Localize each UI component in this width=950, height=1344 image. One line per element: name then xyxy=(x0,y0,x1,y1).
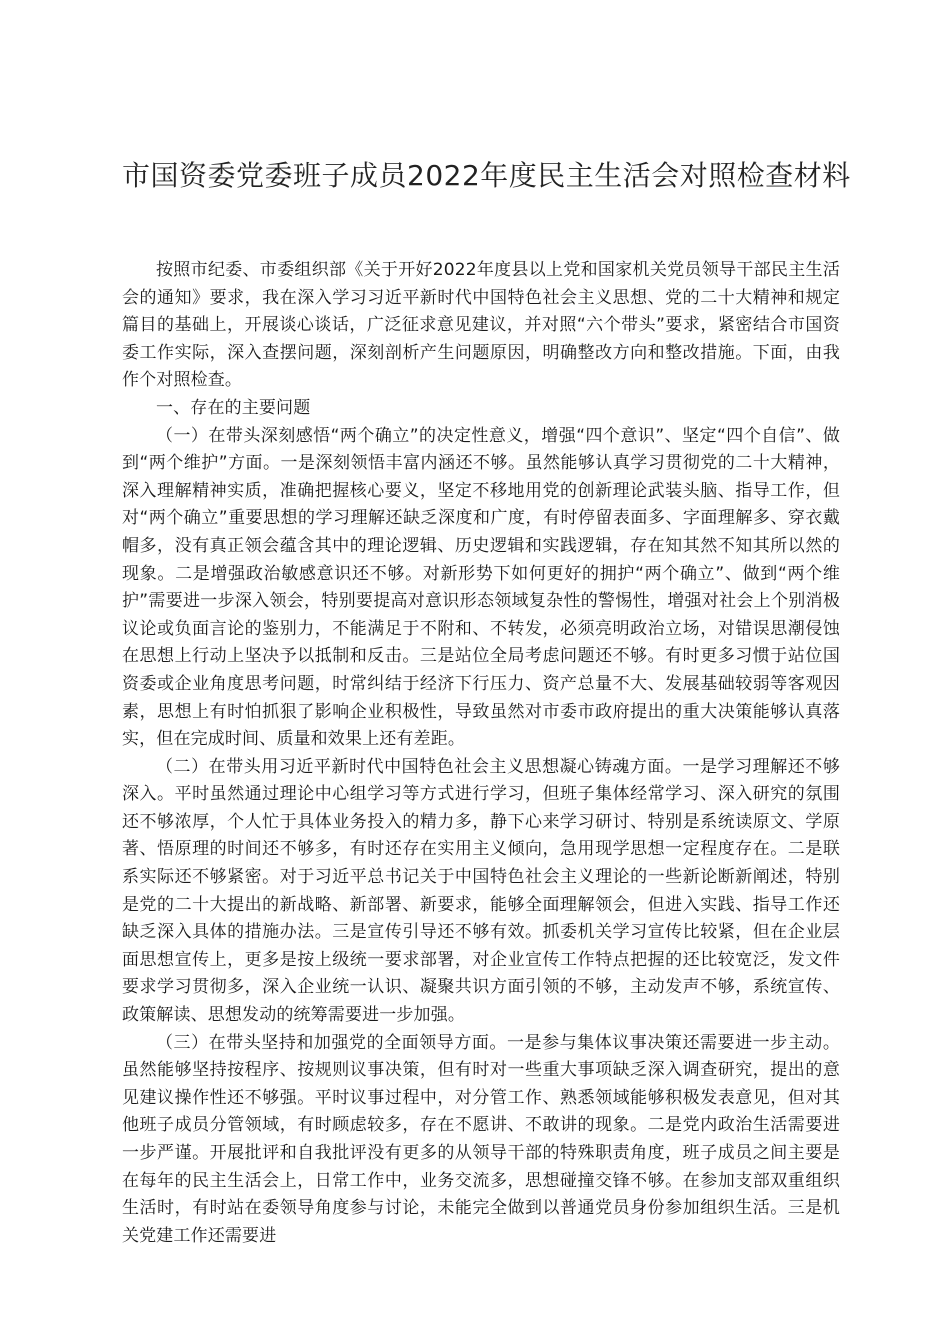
document-title: 市国资委党委班子成员2022年度民主生活会对照检查材料 xyxy=(122,159,851,192)
intro-paragraph: 按照市纪委、市委组织部《关于开好2022年度县以上党和国家机关党员领导干部民主生活会的通知》要求，我在深入学习习近平新时代中国特色社会主义思想、党的二十大精神和规定篇目的基础上，开展谈心谈话，广泛征求意见建议，并对照“六个带头”要求，紧密结合市国资委工作实际，深入查摆问题，深刻剖析产生问题原因，明确整改方向和整改措施。下面，由我作个对照检查。 xyxy=(122,260,840,391)
body-paragraph: （三）在带头坚持和加强党的全面领导方面。一是参与集体议事决策还需要进一步主动。虽然能够坚持按程序、按规则议事决策，但有时对一些重大事项缺乏深入调查研究，提出的意见建议操作性还不够强。平时议事过程中，对分管工作、熟悉领域能够积极发表意见，但对其他班子成员分管领域，有时顾虑较多，存在不愿讲、不敢讲的现象。二是党内政治生活需要进一步严谨。开展批评和自我批评没有更多的从领导干部的特殊职责角度，班子成员之间主要是在每年的民主生活会上，日常工作中，业务交流多，思想碰撞交锋不够。在参加支部双重组织生活时，有时站在委领导角度参与讨论，未能完全做到以普通党员身份参加组织生活。三是机关党建工作还需要进 xyxy=(122,1032,840,1246)
section-heading: 一、存在的主要问题 xyxy=(156,397,311,418)
document-body xyxy=(122,257,840,1250)
body-paragraph: （一）在带头深刻感悟“两个确立”的决定性意义，增强“四个意识”、坚定“四个自信”、做到“两个维护”方面。一是深刻领悟丰富内涵还不够。虽然能够认真学习贯彻党的二十大精神，深入理解精神实质，准确把握核心要义，坚定不移地用党的创新理论武装头脑、指导工作，但对“两个确立”重要思想的学习理解还缺乏深度和广度，有时停留表面多、字面理解多、穿衣戴帽多，没有真正领会蕴含其中的理论逻辑、历史逻辑和实践逻辑，存在知其然不知其所以然的现象。二是增强政治敏感意识还不够。对新形势下如何更好的拥护“两个确立”、做到“两个维护”需要进一步深入领会，特别要提高对意识形态领域复杂性的警惕性，增强对社会上个别消极议论或负面言论的鉴别力，不能满足于不附和、不转发，必须亮明政治立场，对错误思潮侵蚀在思想上行动上坚决予以抵制和反击。三是站位全局考虑问题还不够。有时更多习惯于站位国资委或企业角度思考问题，时常纠结于经济下行压力、资产总量不大、发展基础较弱等客观因素，思想上有时怕抓狠了影响企业积极性，导致虽然对市委市政府提出的重大决策能够认真落实，但在完成时间、质量和效果上还有差距。 xyxy=(122,425,840,750)
body-paragraph: （二）在带头用习近平新时代中国特色社会主义思想凝心铸魂方面。一是学习理解还不够深入。平时虽然通过理论中心组学习等方式进行学习，但班子集体经常学习、深入研究的氛围还不够浓厚，个人忙于具体业务投入的精力多，静下心来学习研讨、特别是系统读原文、学原著、悟原理的时间还不够多，有时还存在实用主义倾向，急用现学思想一定程度存在。二是联系实际还不够紧密。对于习近平总书记关于中国特色社会主义理论的一些新论断新阐述，特别是党的二十大提出的新战略、新部署、新要求，能够全面理解领会，但进入实践、指导工作还缺乏深入具体的措施办法。三是宣传引导还不够有效。抓委机关学习宣传比较紧，但在企业层面思想宣传上，更多是按上级统一要求部署，对企业宣传工作特点把握的还比较宽泛，发文件要求学习贯彻多，深入企业统一认识、凝聚共识方面引领的不够，主动发声不够，系统宣传、政策解读、思想发动的统筹需要进一步加强。 xyxy=(122,756,840,1026)
